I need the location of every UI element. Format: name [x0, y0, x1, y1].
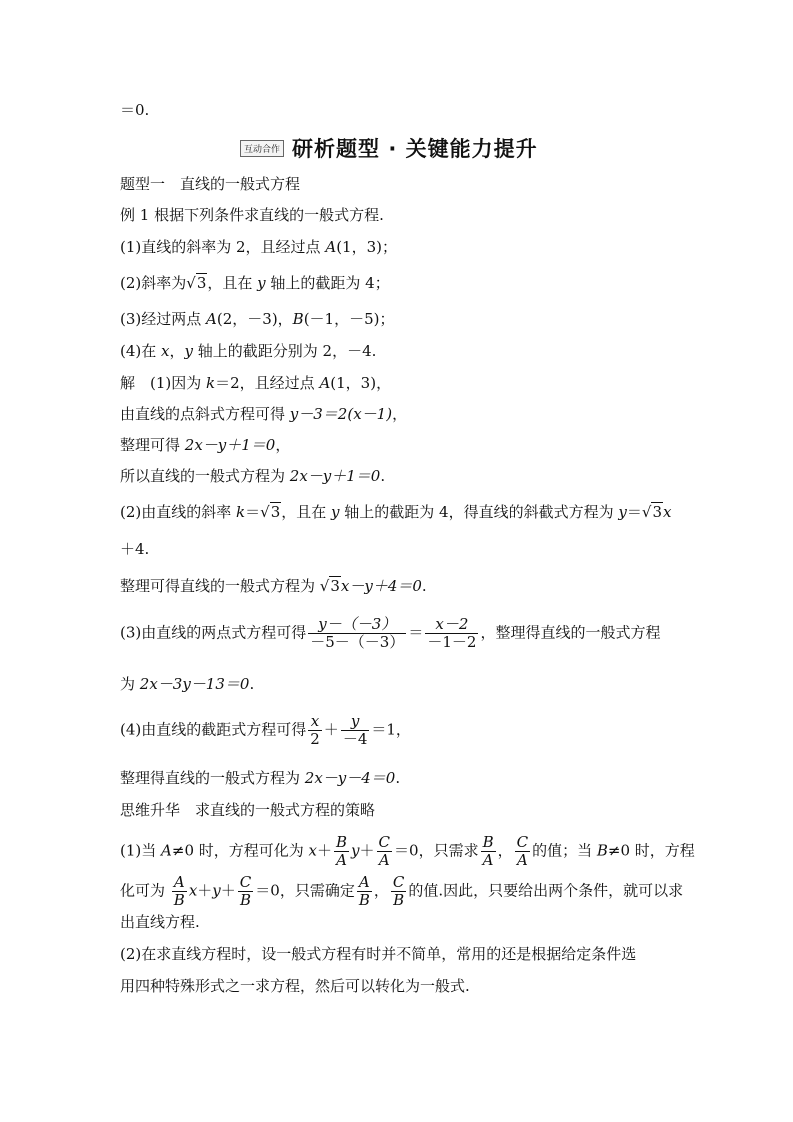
text: ， [373, 881, 389, 900]
sqrt-expression: √3 [319, 577, 340, 595]
denominator: B [240, 891, 252, 909]
summary-line-4: (2)在求直线方程时，设一般式方程有时并不简单，常用的还是根据给定条件选 [120, 945, 637, 963]
fraction [377, 834, 392, 869]
section-title: 研析题型 · 关键能力提升 [292, 137, 538, 161]
text: 轴上的截距为 4，得直线的斜截式方程为 [339, 503, 619, 521]
variable: B [596, 841, 608, 860]
solution-4b [120, 768, 400, 788]
solution-3a [120, 616, 660, 651]
variable: k [206, 374, 216, 392]
variable: x [161, 342, 170, 360]
summary-line-5: 用四种特殊形式之一求方程，然后可以转化为一般式. [120, 977, 470, 995]
text: (3)由直线的两点式方程可得 [120, 623, 307, 642]
fraction [238, 874, 253, 909]
solution-2a [120, 502, 671, 522]
section-badge: 互动合作 [240, 140, 284, 157]
fraction [515, 834, 530, 869]
fraction [308, 713, 322, 748]
radicand: 3 [270, 503, 281, 521]
sqrt-expression: √3 [186, 274, 207, 292]
fraction [334, 834, 349, 869]
text: 的值；当 [532, 841, 597, 860]
numerator: C [239, 873, 252, 891]
point-label: A [319, 374, 331, 392]
numerator: y－（－3） [308, 616, 406, 634]
text: ＝0，只需确定 [255, 881, 355, 900]
fraction [391, 874, 406, 909]
top-fragment: ＝0. [120, 101, 150, 119]
summary-heading: 思维升华 求直线的一般式方程的策略 [120, 801, 376, 819]
solution-4a [120, 713, 411, 748]
text: (1)当 [120, 841, 162, 860]
summary-line-3: 出直线方程. [120, 913, 200, 931]
text: 整理可得 [120, 436, 185, 454]
text: ＝1， [371, 720, 411, 739]
sqrt-expression: √3 [641, 503, 662, 521]
fraction [481, 834, 496, 869]
text: 整理可得直线的一般式方程为 [120, 577, 320, 595]
variable: y [212, 881, 221, 900]
variable: k [236, 503, 246, 521]
variable: y [618, 503, 627, 521]
text: (2，－3)， [216, 310, 293, 328]
denominator: B [358, 891, 370, 909]
example-part-3 [120, 309, 395, 329]
text: ，且在 [207, 274, 258, 292]
solution-1d [120, 466, 385, 486]
text: ≠0 时，方程可化为 [171, 841, 309, 860]
equation: 2x－y－4＝0 [304, 769, 396, 787]
text: (2)由直线的斜率 [120, 503, 237, 521]
equation: x－y＋4＝0 [340, 577, 422, 595]
solution-3b [120, 674, 254, 694]
denominator: A [482, 851, 494, 869]
numerator: A [357, 874, 372, 892]
denominator: －5－（－3） [310, 633, 405, 651]
radicand: 3 [330, 577, 340, 595]
denominator: －1－2 [427, 633, 477, 651]
solution-1c [120, 435, 290, 455]
text: (2)斜率为 [120, 274, 187, 292]
variable: y [184, 342, 193, 360]
radicand: 3 [196, 274, 207, 292]
text: ，且在 [281, 503, 332, 521]
text: . [249, 675, 255, 693]
text: 由直线的点斜式方程可得 [120, 405, 290, 423]
numerator: y [341, 713, 370, 731]
example-part-1 [120, 237, 397, 257]
text: (－1，－5)； [303, 310, 395, 328]
example-part-4 [120, 341, 376, 361]
equation: 2x－y＋1＝0 [184, 436, 276, 454]
solution-2c [120, 576, 427, 596]
topic-heading: 题型一 直线的一般式方程 [120, 175, 301, 193]
text: 的值.因此，只要给出两个条件，就可以求 [408, 881, 684, 900]
variable: x [662, 503, 672, 521]
equation: y－3＝2(x－1) [289, 405, 393, 423]
denominator: A [378, 851, 390, 869]
point-label: B [292, 310, 304, 328]
text: 为 [120, 675, 140, 693]
text: ， [275, 436, 291, 454]
text: (1)直线的斜率为 2，且经过点 [120, 238, 326, 256]
text: ＝ [626, 503, 642, 521]
text: (1，3)； [336, 238, 397, 256]
text: ， [169, 342, 185, 360]
example-part-2 [120, 273, 390, 293]
fraction [425, 616, 478, 651]
equation: 2x－3y－13＝0 [139, 675, 250, 693]
denominator: A [516, 851, 528, 869]
plus-sign: ＋ [359, 841, 375, 860]
text: (1，3)， [330, 374, 392, 392]
text: 化可为 [120, 881, 170, 900]
text: . [421, 577, 427, 595]
text: 整理得直线的一般式方程为 [120, 769, 305, 787]
text: ， [497, 841, 513, 860]
variable: x [308, 841, 317, 860]
section-header [240, 133, 538, 163]
variable: x [188, 881, 198, 900]
text: (3)经过两点 [120, 310, 207, 328]
text: 轴上的截距分别为 2，－4. [193, 342, 377, 360]
radicand: 3 [652, 503, 662, 521]
example-intro: 例 1 根据下列条件求直线的一般式方程. [120, 206, 384, 224]
denominator: B [173, 891, 185, 909]
text: 所以直线的一般式方程为 [120, 467, 290, 485]
fraction [308, 616, 406, 651]
numerator: C [378, 833, 391, 851]
variable: y [351, 841, 360, 860]
point-label: A [325, 238, 337, 256]
text: ＝2，且经过点 [215, 374, 320, 392]
variable: y [331, 503, 340, 521]
fraction [357, 874, 372, 909]
fraction [172, 874, 187, 909]
text: ，整理得直线的一般式方程 [480, 623, 661, 642]
text: . [380, 467, 386, 485]
numerator: C [392, 873, 405, 891]
numerator: B [482, 833, 494, 851]
plus-sign: ＋ [317, 841, 333, 860]
solution-2b: ＋4. [120, 540, 150, 558]
plus-sign: ＋ [197, 881, 213, 900]
denominator: －4 [342, 730, 368, 748]
text: 轴上的截距为 4； [265, 274, 390, 292]
denominator: 2 [310, 730, 320, 748]
text: (4)在 [120, 342, 162, 360]
text: ＝0，只需求 [394, 841, 479, 860]
text: ≠0 时，方程 [607, 841, 695, 860]
sqrt-expression: √3 [260, 503, 281, 521]
text: . [395, 769, 401, 787]
numerator: x－2 [425, 616, 478, 634]
text: ＝ [245, 503, 261, 521]
plus-sign: ＋ [323, 720, 339, 739]
summary-line-2 [120, 874, 683, 909]
text: 解 (1)因为 [120, 374, 207, 392]
point-label: A [206, 310, 217, 328]
equation: 2x－y＋1＝0 [289, 467, 381, 485]
denominator: B [393, 891, 405, 909]
denominator: A [336, 851, 347, 869]
text: ， [392, 405, 408, 423]
solution-1a [120, 373, 391, 393]
numerator: C [516, 833, 529, 851]
plus-sign: ＋ [220, 881, 236, 900]
numerator: A [172, 874, 187, 892]
numerator: x [308, 713, 322, 731]
summary-line-1 [120, 834, 695, 869]
solution-1b [120, 404, 407, 424]
variable: y [257, 274, 266, 292]
text: (4)由直线的截距式方程可得 [120, 720, 307, 739]
variable: A [161, 841, 172, 860]
fraction [341, 713, 370, 748]
numerator: B [336, 833, 348, 851]
equals-sign: ＝ [408, 623, 424, 642]
